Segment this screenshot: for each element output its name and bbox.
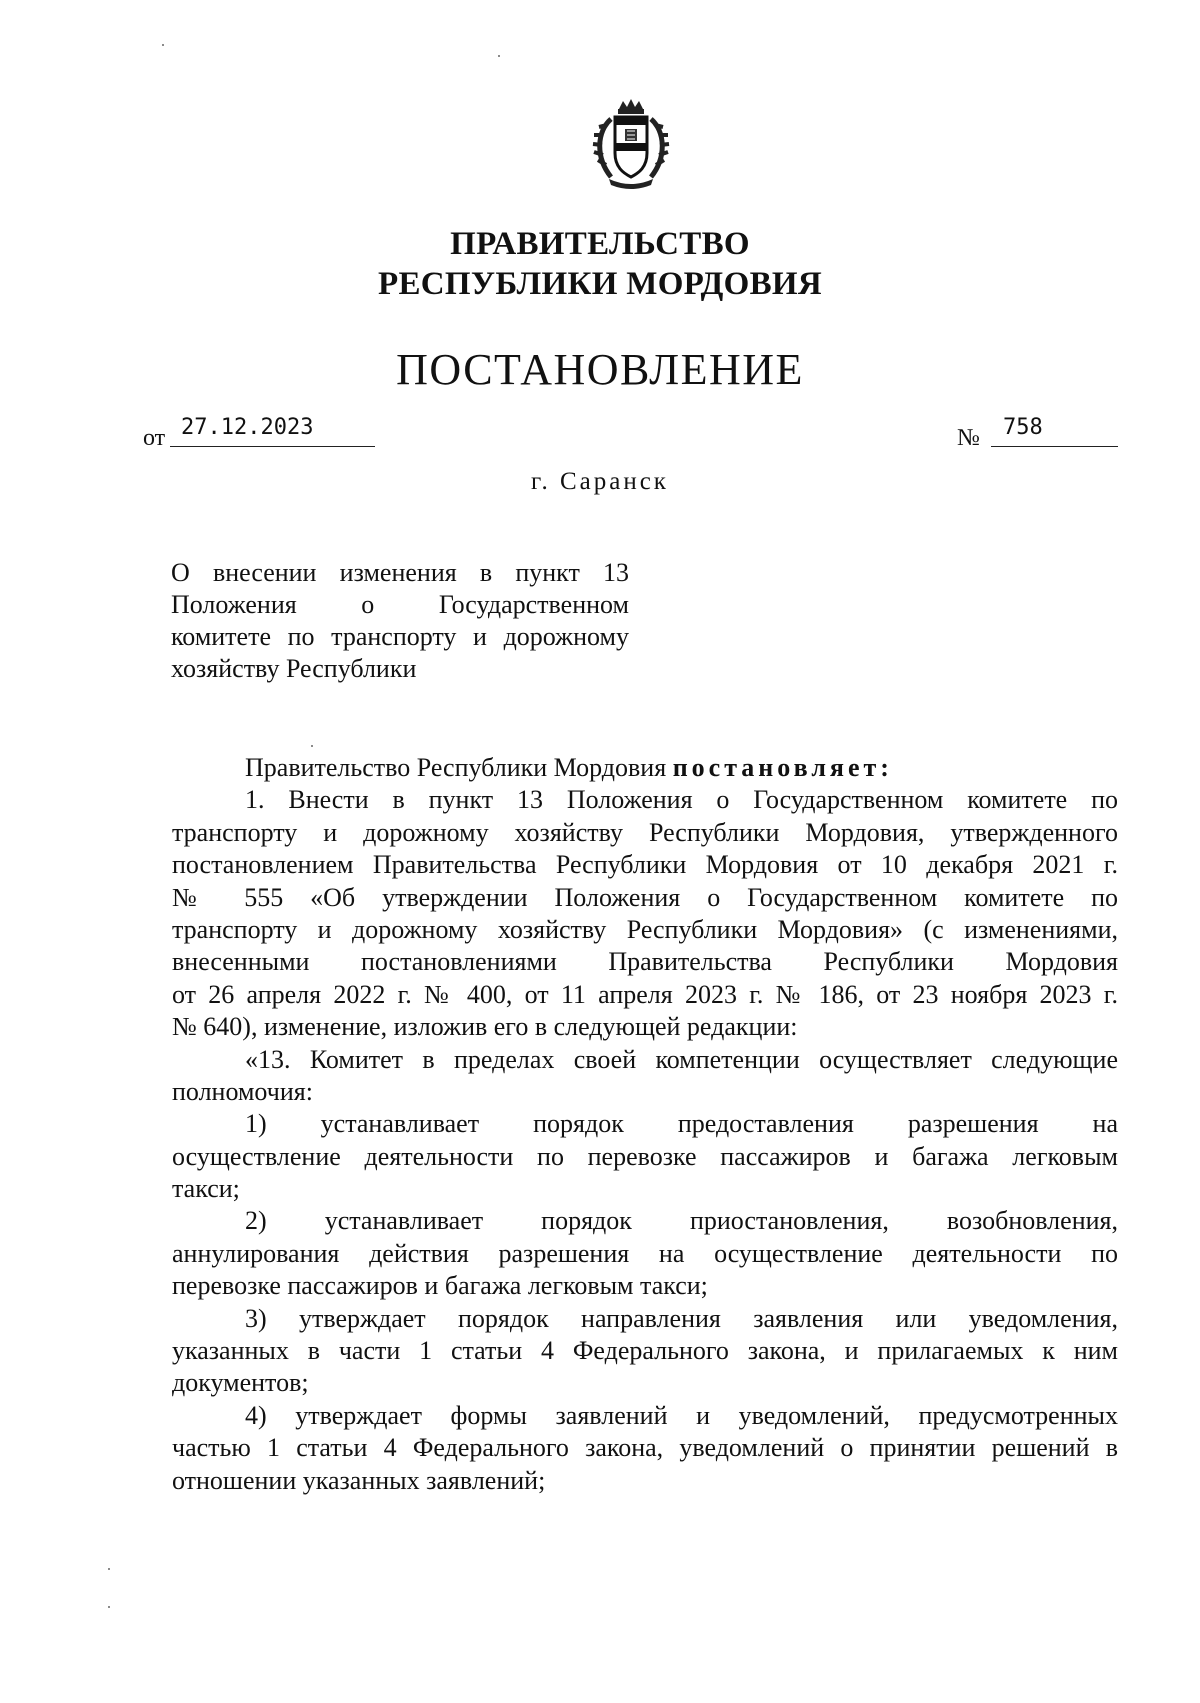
- organization-name-line-2: РЕСПУБЛИКИ МОРДОВИЯ: [377, 266, 822, 302]
- number-label: №: [957, 425, 980, 451]
- subject-line: хозяйству Республики: [171, 654, 417, 683]
- document-number: 758: [1003, 415, 1043, 440]
- body-line: 2) устанавливает порядок приостановления, возобновления,: [245, 1206, 1118, 1236]
- scan-speck: [108, 1568, 110, 1570]
- body-line: от 26 апреля 2022 г. № 400, от 11 апреля 2023 г. № 186, от 23 ноября 2023 г.: [172, 979, 1118, 1009]
- scan-speck: [311, 745, 313, 747]
- body-line: 1) устанавливает порядок предоставления разрешения на: [245, 1109, 1118, 1139]
- body-line: такси;: [172, 1174, 240, 1204]
- coat-of-arms-emblem: [581, 95, 681, 195]
- body-line: отношении указанных заявлений;: [172, 1465, 546, 1495]
- body-line: «13. Комитет в пределах своей компетенции осуществляет следующие: [245, 1044, 1118, 1074]
- body-line: 4) утверждает формы заявлений и уведомлений, предусмотренных: [245, 1400, 1118, 1430]
- body-line: № 640), изменение, изложив его в следующей редакции:: [172, 1012, 798, 1042]
- preamble: [172, 752, 1118, 784]
- body-line: указанных в части 1 статьи 4 Федерального закона, и прилагаемых к ним: [172, 1336, 1118, 1366]
- date-label: от: [143, 425, 166, 451]
- body-line: внесенными постановлениями Правительства Республики Мордовия: [172, 947, 1118, 977]
- document-subject: [171, 557, 629, 685]
- date-underline: [170, 446, 375, 447]
- scan-speck: [108, 1606, 110, 1608]
- body-line: аннулирования действия разрешения на осуществление деятельности по: [172, 1238, 1118, 1268]
- document-type-title: ПОСТАНОВЛЕНИЕ: [396, 345, 804, 394]
- body-line: перевозке пассажиров и багажа легковым такси;: [172, 1271, 708, 1301]
- document-date: 27.12.2023: [181, 415, 314, 440]
- organization-name-line-1: ПРАВИТЕЛЬСТВО: [450, 226, 750, 262]
- scan-speck: [498, 55, 500, 57]
- preamble-lead: Правительство Республики Мордовия: [245, 753, 673, 782]
- body-line: частью 1 статьи 4 Федерального закона, уведомлений о принятии решений в: [172, 1433, 1118, 1463]
- body-line: 3) утверждает порядок направления заявления или уведомления,: [245, 1303, 1118, 1333]
- city: г. Саранск: [531, 468, 669, 495]
- number-underline: [991, 446, 1118, 447]
- subject-line: Положения о Государственном: [171, 590, 629, 619]
- body-line: транспорту и дорожному хозяйству Республики Мордовия, утвержденного: [172, 817, 1118, 847]
- body-line: постановлением Правительства Республики Мордовия от 10 декабря 2021 г.: [172, 850, 1118, 880]
- body-line: транспорту и дорожному хозяйству Республики Мордовия» (с изменениями,: [172, 914, 1118, 944]
- body-line: документов;: [172, 1368, 309, 1398]
- body-line: полномочия:: [172, 1076, 313, 1106]
- document-body: [172, 752, 1118, 1497]
- subject-line: О внесении изменения в пункт 13: [171, 558, 629, 587]
- body-line: осуществление деятельности по перевозке пассажиров и багажа легковым: [172, 1141, 1118, 1171]
- preamble-verb: постановляет:: [672, 753, 893, 782]
- scan-speck: [162, 44, 164, 46]
- body-line: 1. Внести в пункт 13 Положения о Государственном комитете по: [245, 785, 1118, 815]
- subject-line: комитете по транспорту и дорожному: [171, 622, 629, 651]
- body-line: № 555 «Об утверждении Положения о Государственном комитете по: [172, 882, 1118, 912]
